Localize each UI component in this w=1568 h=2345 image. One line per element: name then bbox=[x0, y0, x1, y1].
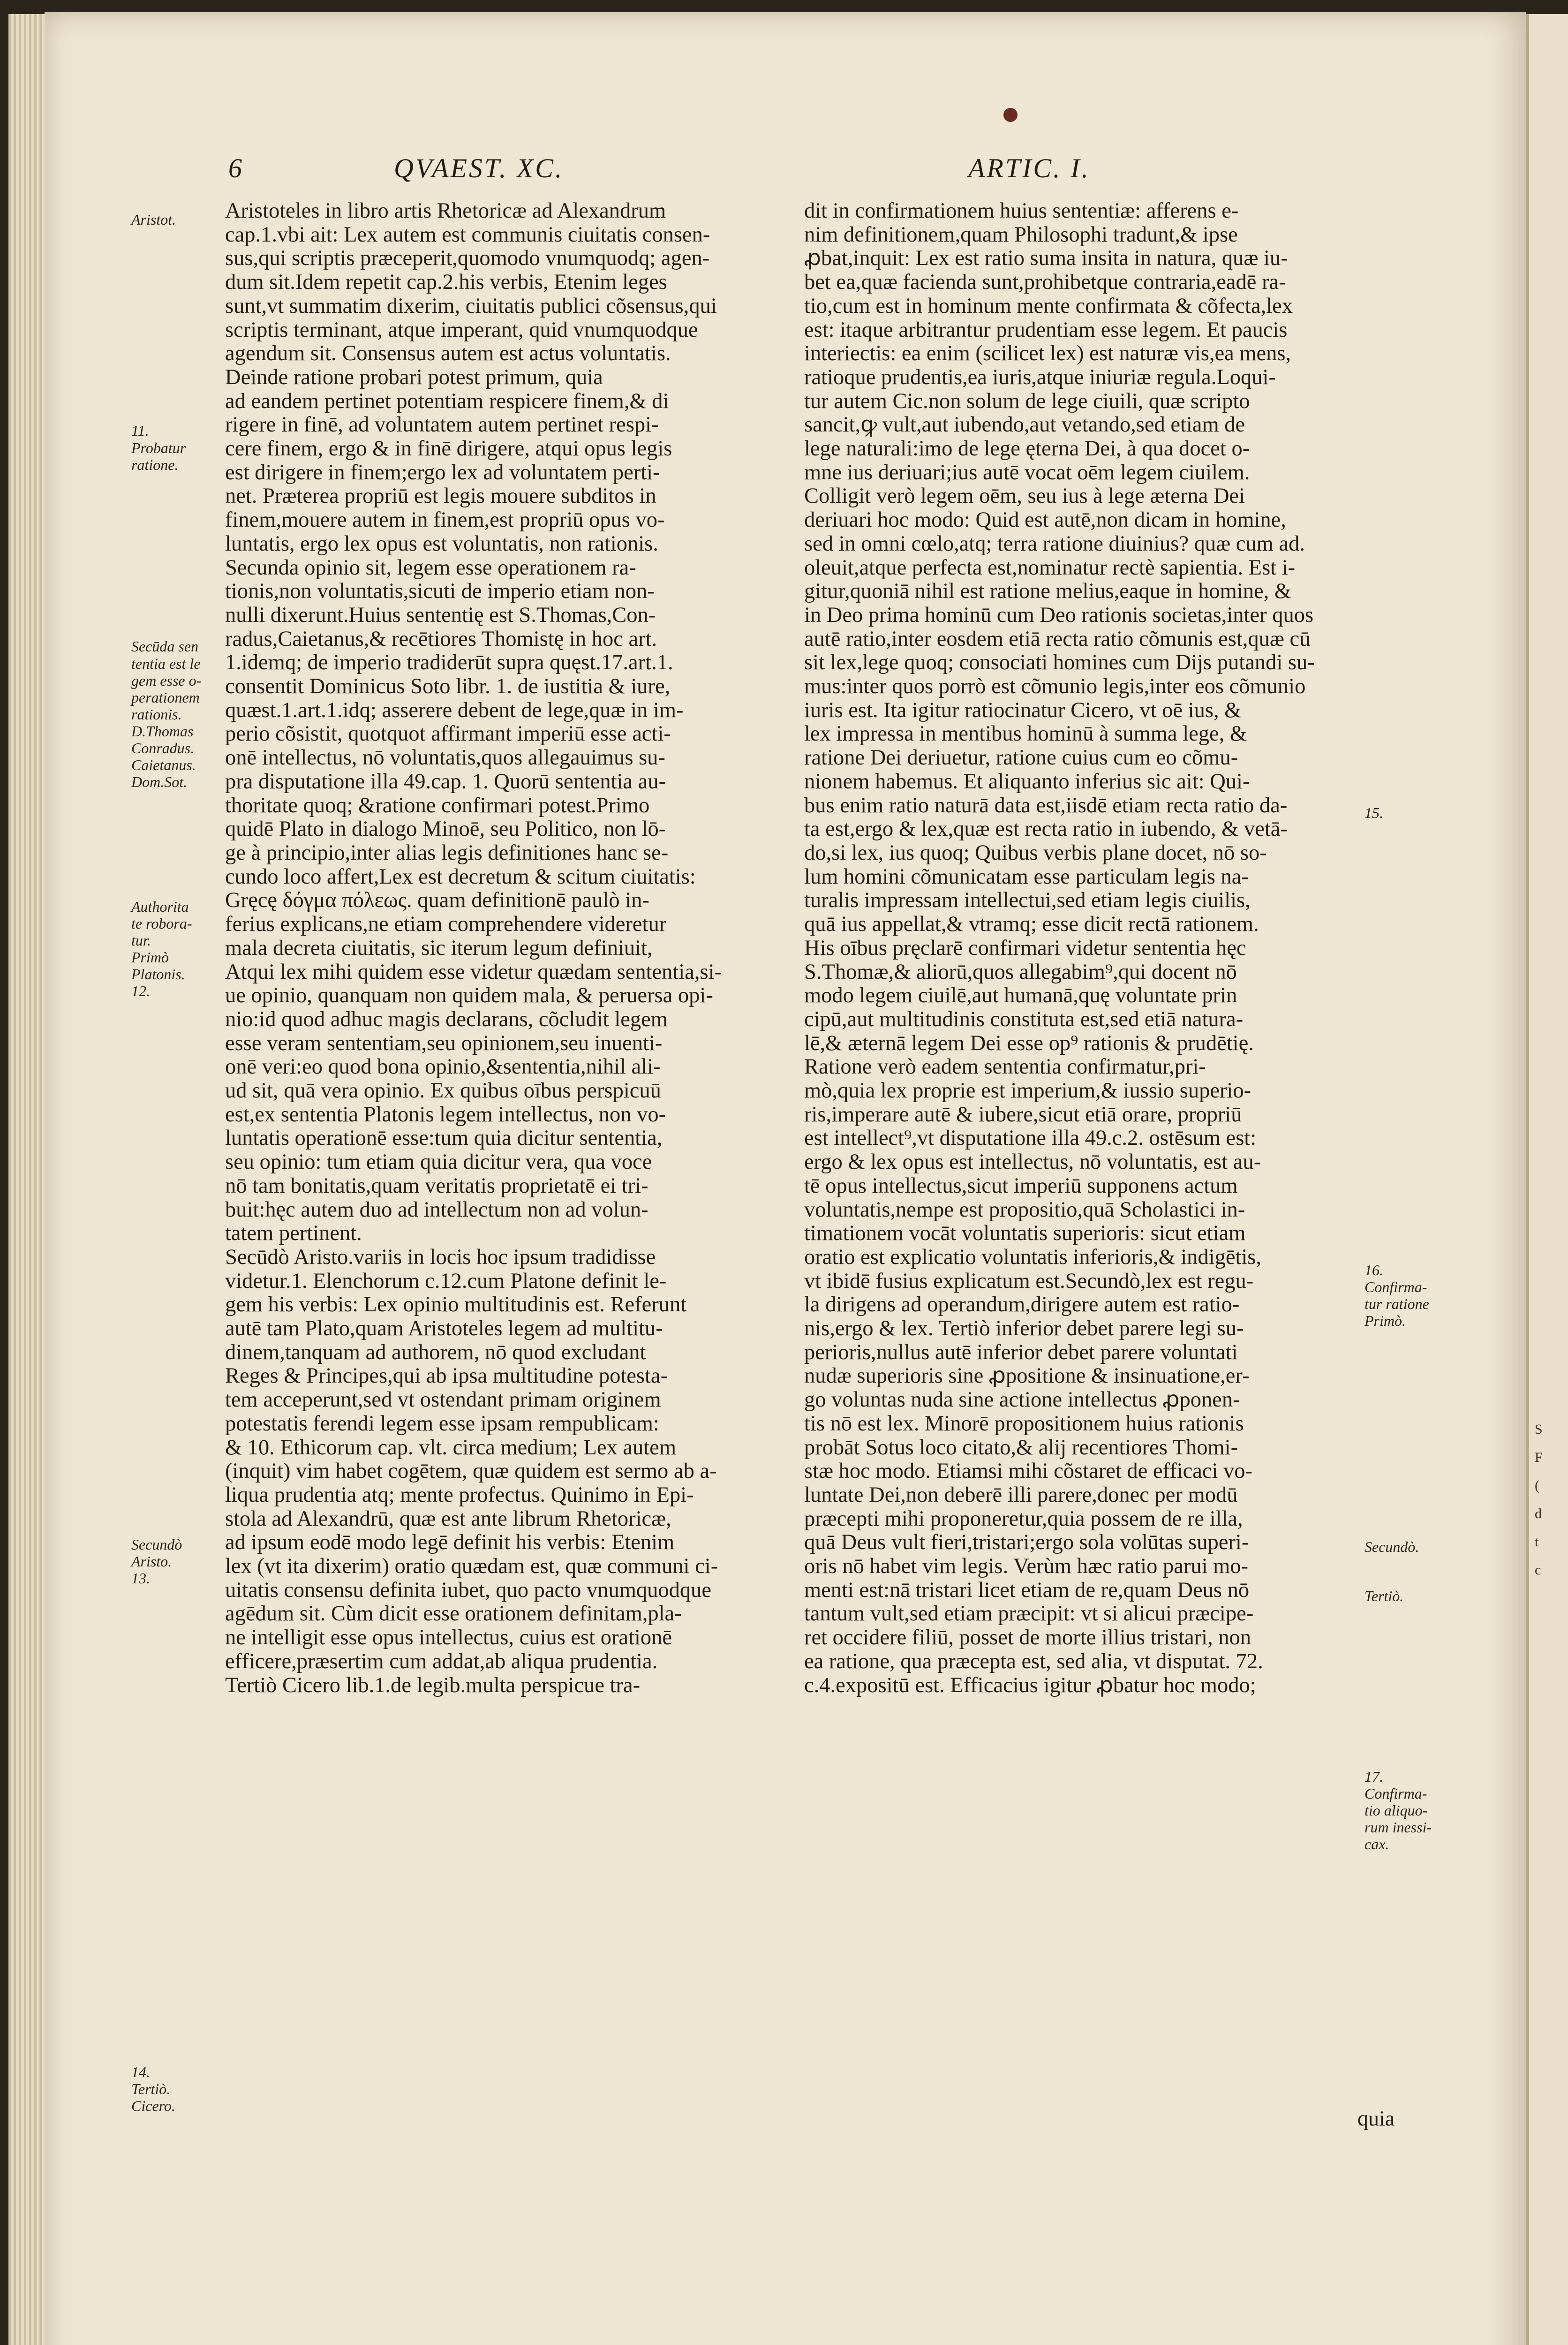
running-head-right: ARTIC. I. bbox=[968, 153, 1090, 183]
margin-note: te robora- bbox=[131, 915, 192, 932]
text-line: Gręcę δόγμα πόλεως. quam definitionē paulò in- bbox=[225, 888, 649, 913]
text-line: tē opus intellectus,sicut imperiū supponens actum bbox=[804, 1173, 1238, 1198]
text-line: stæ hoc modo. Etiamsi mihi cõstaret de efficaci vo- bbox=[804, 1459, 1253, 1483]
margin-note: tentia est le bbox=[131, 655, 201, 672]
page-edges bbox=[8, 14, 48, 2345]
text-line: agendum sit. Consensus autem est actus voluntatis. bbox=[225, 341, 671, 366]
text-line: nō tam bonitatis,quam veritatis proprietatē ei tri- bbox=[225, 1173, 648, 1198]
text-line: mala decreta ciuitatis, sic iterum legum definiuit, bbox=[225, 936, 653, 960]
text-line: dinem,tanquam ad authorem, nō quod excludant bbox=[225, 1340, 646, 1364]
text-line: bus enim ratio naturā data est,iisdē etiam recta ratio da- bbox=[804, 793, 1288, 817]
text-line: ferius explicans,ne etiam comprehendere videretur bbox=[225, 912, 667, 937]
margin-note: perationem bbox=[131, 689, 200, 706]
next-page-edge bbox=[1526, 14, 1568, 2345]
text-line: Deinde ratione probari potest primum, quia bbox=[225, 365, 603, 389]
text-line: Aristoteles in libro artis Rhetoricæ ad Alexandrum bbox=[225, 199, 666, 223]
margin-note: Aristo. bbox=[131, 1553, 172, 1570]
text-line: ue opinio, quanquam non quidem mala, & peruersa opi- bbox=[225, 983, 713, 1008]
text-line: Secunda opinio sit, legem esse operationem ra- bbox=[225, 555, 636, 580]
text-line: est,ex sententia Platonis legem intellectus, non vo- bbox=[225, 1102, 666, 1127]
text-line: est dirigere in finem;ergo lex ad voluntatem perti- bbox=[225, 460, 660, 484]
text-line: ne intelligit esse opus intellectus, cuius est orationē bbox=[225, 1626, 672, 1650]
text-line: menti est:nā tristari licet etiam de re,quam Deus nō bbox=[804, 1578, 1250, 1602]
text-line: la dirigens ad operandum,dirigere autem est ratio- bbox=[804, 1293, 1240, 1317]
text-line: finem,mouere autem in finem,est propriū opus vo- bbox=[225, 508, 665, 532]
text-line: vt ibidē fusius explicatum est.Secundò,lex est regu- bbox=[804, 1269, 1254, 1293]
text-line: c.4.expositū est. Efficacius igitur ꝓbatur hoc modo; bbox=[804, 1673, 1256, 1697]
text-line: turalis impressam intellectui,sed etiam legis ciuilis, bbox=[804, 888, 1251, 913]
margin-note: Conradus. bbox=[131, 740, 195, 756]
text-line: cundo loco affert,Lex est decretum & scitum ciuitatis: bbox=[225, 864, 696, 889]
text-line: Atqui lex mihi quidem esse videtur quædam sententia,si- bbox=[225, 960, 722, 984]
text-line: ea ratione, qua præcepta est, sed alia, vt disputat. 72. bbox=[804, 1649, 1263, 1673]
text-line: lē,& æternā legem Dei esse op⁹ rationis & prudētię. bbox=[804, 1031, 1254, 1055]
margin-note: 17. bbox=[1364, 1768, 1383, 1785]
text-line: perio cõsistit, quotquot affirmant imperiū esse acti- bbox=[225, 722, 671, 746]
text-line: nim definitionem,quam Philosophi tradunt,& ipse bbox=[804, 222, 1238, 247]
text-line: cipū,aut multitudinis constituta est,sed etiā natura- bbox=[804, 1007, 1244, 1031]
text-line: Tertiò Cicero lib.1.de legib.multa perspicue tra- bbox=[225, 1673, 641, 1697]
margin-note: Secundò. bbox=[1364, 1538, 1419, 1555]
text-line: oratio est explicatio voluntatis inferioris,& indigētis, bbox=[804, 1245, 1262, 1269]
text-line: lege naturali:imo de lege ęterna Dei, à qua docet o- bbox=[804, 437, 1250, 461]
text-line: agēdum sit. Cùm dicit esse orationem definitam,pla- bbox=[225, 1602, 682, 1626]
text-line: timationem vocāt voluntatis superioris: sicut etiam bbox=[804, 1221, 1246, 1246]
next-page-fragment: ( bbox=[1535, 1478, 1539, 1493]
text-line: Colligit verò legem oēm, seu ius à lege æterna Dei bbox=[804, 484, 1245, 508]
text-line: rigere in finē, ad voluntatem autem pertinet respi- bbox=[225, 413, 659, 437]
margin-note: tio aliquo- bbox=[1364, 1802, 1428, 1819]
page-number: 6 bbox=[228, 153, 244, 183]
margin-note: cax. bbox=[1364, 1836, 1389, 1853]
text-line: onē intellectus, nō voluntatis,quos allegauimus su- bbox=[225, 746, 665, 770]
text-line: (inquit) vim habet cogētem, quæ quidem est sermo ab a- bbox=[225, 1459, 717, 1483]
margin-note: tur. bbox=[131, 932, 151, 949]
margin-note: Confirma- bbox=[1364, 1278, 1427, 1295]
text-line: deriuari hoc modo: Quid est autē,non dicam in homine, bbox=[804, 508, 1286, 532]
text-line: interiectis: ea enim (scilicet lex) est naturæ vis,ea mens, bbox=[804, 341, 1291, 366]
text-line: bet ea,quæ facienda sunt,prohibetque contraria,eadē ra- bbox=[804, 270, 1286, 295]
margin-note: gem esse o- bbox=[131, 672, 202, 689]
text-line: Secūdò Aristo.variis in locis hoc ipsum tradidisse bbox=[225, 1245, 656, 1269]
margin-note: Secūda sen bbox=[131, 638, 199, 655]
next-page-fragment: t bbox=[1535, 1534, 1539, 1550]
text-line: 1.idemq; de imperio tradiderūt supra quęst.17.art.1. bbox=[225, 651, 673, 675]
text-line: tur autem Cic.non solum de lege ciuili, quæ scripto bbox=[804, 389, 1250, 413]
text-line: liqua prudentia atq; mente profectus. Quinimo in Epi- bbox=[225, 1483, 694, 1507]
text-line: nis,ergo & lex. Tertiò inferior debet parere legi su- bbox=[804, 1316, 1244, 1341]
text-line: esse veram sententiam,seu opinionem,seu inuenti- bbox=[225, 1031, 663, 1055]
text-line: in Deo prima hominū cum Deo rationis societas,inter quos bbox=[804, 603, 1314, 627]
text-line: His oībus pręclarē confirmari videtur sententia hęc bbox=[804, 936, 1246, 960]
text-line: ret occidere filiū, posset de morte illius tristari, non bbox=[804, 1626, 1251, 1650]
text-line: præcepti mihi proponeretur,quia possem de re illa, bbox=[804, 1506, 1243, 1531]
text-line: ad ipsum eodē modo legē definit his verbis: Etenim bbox=[225, 1530, 675, 1555]
text-line: est: itaque arbitrantur prudentiam esse legem. Et paucis bbox=[804, 318, 1288, 342]
margin-note: Cicero. bbox=[131, 2097, 175, 2114]
text-line: autē ratio,inter eosdem etiā recta ratio cõmunis est,quæ cū bbox=[804, 627, 1311, 651]
next-page-fragment: F bbox=[1535, 1450, 1543, 1465]
text-line: cere finem, ergo & in finē dirigere, atqui opus legis bbox=[225, 437, 672, 461]
text-line: potestatis ferendi legem esse ipsam rempublicam: bbox=[225, 1411, 659, 1436]
ink-spot bbox=[1003, 108, 1018, 122]
text-line: mus:inter quos porrò est cõmunio legis,inter eos cõmunio bbox=[804, 674, 1306, 699]
text-line: sunt,vt summatim dixerim, ciuitatis publici cõsensus,qui bbox=[225, 294, 717, 318]
next-page-fragment: c bbox=[1535, 1562, 1541, 1578]
text-line: nionem habemus. Et aliquanto inferius sic ait: Qui- bbox=[804, 769, 1250, 794]
text-line: est intellect⁹,vt disputatione illa 49.c.2. ostēsum est: bbox=[804, 1126, 1257, 1150]
text-line: quā Deus vult fieri,tristari;ergo sola volūtas superi- bbox=[804, 1530, 1249, 1555]
text-line: consentit Dominicus Soto libr. 1. de iustitia & iure, bbox=[225, 674, 671, 699]
margin-note: Caietanus. bbox=[131, 756, 196, 773]
text-line: probāt Sotus loco citato,& alij recentiores Thomi- bbox=[804, 1435, 1238, 1460]
text-line: stola ad Alexandrū, quæ est ante librum Rhetoricæ, bbox=[225, 1506, 671, 1531]
right-text-column bbox=[804, 199, 1402, 1697]
text-line: mò,quia lex proprie est imperium,& iussio superio- bbox=[804, 1079, 1251, 1103]
text-line: nio:id quod adhuc magis declarans, cõcludit legem bbox=[225, 1007, 668, 1031]
text-line: & 10. Ethicorum cap. vlt. circa medium; Lex autem bbox=[225, 1435, 676, 1460]
text-line: Reges & Principes,qui ab ipsa multitudine potesta- bbox=[225, 1364, 668, 1388]
text-line: ris,imperare autē & iubere,sicut etiā orare, propriū bbox=[804, 1102, 1242, 1127]
text-line: ratioque prudentis,ea iuris,atque iniuriæ regula.Loqui- bbox=[804, 365, 1276, 389]
text-line: tatem pertinent. bbox=[225, 1221, 362, 1246]
text-line: tis nō est lex. Minorē propositionem huius rationis bbox=[804, 1411, 1244, 1436]
text-line: sancit,ꝙ vult,aut iubendo,aut vetando,sed etiam de bbox=[804, 413, 1245, 437]
text-line: tem acceperunt,sed vt ostendant primam originem bbox=[225, 1388, 661, 1412]
left-text-column bbox=[225, 199, 802, 1697]
margin-note: tur ratione bbox=[1364, 1295, 1429, 1312]
margin-note: 11. bbox=[131, 422, 149, 439]
next-page-fragment: d bbox=[1535, 1506, 1542, 1521]
margin-note: Probatur bbox=[131, 439, 186, 456]
text-line: luntate Dei,non deberē illi parere,donec per modū bbox=[804, 1483, 1238, 1507]
text-line: gitur,quoniā nihil est ratione melius,eaque in homine, & bbox=[804, 579, 1292, 604]
text-line: sus,qui scriptis præceperit,quomodo vnumquodq; agen- bbox=[225, 246, 710, 271]
text-line: videtur.1. Elenchorum c.12.cum Platone definit le- bbox=[225, 1269, 667, 1293]
text-line: cap.1.vbi ait: Lex autem est communis ciuitatis consen- bbox=[225, 222, 710, 247]
text-line: dit in confirmationem huius sententiæ: afferens e- bbox=[804, 199, 1239, 223]
text-line: ergo & lex opus est intellectus, nō voluntatis, est au- bbox=[804, 1150, 1261, 1174]
text-line: lex impressa in mentibus hominū à summa lege, & bbox=[804, 722, 1247, 746]
text-line: quæst.1.art.1.idq; asserere debent de lege,quæ in im- bbox=[225, 698, 684, 722]
text-line: voluntatis,nempe est propositio,quā Scholastici in- bbox=[804, 1197, 1245, 1222]
text-line: ge à principio,inter alias legis definitiones hanc se- bbox=[225, 840, 669, 865]
margin-note: 12. bbox=[131, 983, 150, 999]
text-line: lum homini cõmunicatam esse particulam legis na- bbox=[804, 864, 1249, 889]
margin-note: rum inessi- bbox=[1364, 1819, 1432, 1836]
text-line: quidē Plato in dialogo Minoē, seu Politico, non lō- bbox=[225, 817, 666, 841]
text-line: oleuit,atque perfecta est,nominatur rectè sapientia. Est i- bbox=[804, 555, 1296, 580]
text-line: S.Thomæ,& aliorū,quos allegabim⁹,qui docent nō bbox=[804, 960, 1237, 984]
book-page bbox=[45, 12, 1526, 2345]
text-line: sed in omni cœlo,atq; terra ratione diuinius? quæ cum ad. bbox=[804, 531, 1305, 556]
margin-note: Primò bbox=[131, 949, 169, 966]
text-line: pra disputatione illa 49.cap. 1. Quorū sententia au- bbox=[225, 769, 666, 794]
text-line: iuris est. Ita igitur ratiocinatur Cicero, vt oē ius, & bbox=[804, 698, 1242, 722]
margin-note: Platonis. bbox=[131, 966, 185, 983]
text-line: Ratione verò eadem sententia confirmatur,pri- bbox=[804, 1055, 1206, 1079]
text-line: ratione Dei deriuetur, ratione cuius cum eo cõmu- bbox=[804, 746, 1238, 770]
text-line: modo legem ciuilē,aut humanā,quę voluntate prin bbox=[804, 983, 1237, 1008]
text-line: uitatis consensu definita iubet, quo pacto vnumquodque bbox=[225, 1578, 712, 1602]
running-head-left: QVAEST. XC. bbox=[394, 153, 564, 183]
margin-note: Tertiò. bbox=[1364, 1588, 1404, 1604]
text-line: mne ius deriuari;ius autē vocat oēm legem ciuilem. bbox=[804, 460, 1250, 484]
text-line: quā ius appellat,& vtramq; esse dicit rectā rationem. bbox=[804, 912, 1259, 937]
text-line: do,si lex, ius quoq; Quibus verbis plane docet, nō so- bbox=[804, 840, 1267, 865]
margin-note: 14. bbox=[131, 2064, 150, 2080]
text-line: tio,cum est in hominum mente confirmata & cõfecta,lex bbox=[804, 294, 1293, 318]
margin-note: Dom.Sot. bbox=[131, 773, 188, 790]
text-line: tantum vult,sed etiam præcipit: vt si alicui præcipe- bbox=[804, 1602, 1254, 1626]
text-line: oris nō habet vim legis. Verùm hæc ratio parui mo- bbox=[804, 1554, 1249, 1579]
margin-note: 13. bbox=[131, 1570, 150, 1587]
margin-note: Confirma- bbox=[1364, 1785, 1427, 1802]
text-line: ad eandem pertinet potentiam respicere finem,& di bbox=[225, 389, 669, 413]
text-line: go voluntas nuda sine actione intellectus ꝓponen- bbox=[804, 1388, 1240, 1412]
next-page-fragment: S bbox=[1535, 1422, 1543, 1437]
margin-note: Primò. bbox=[1364, 1312, 1406, 1329]
text-line: autē tam Plato,quam Aristoteles legem ad multitu- bbox=[225, 1316, 663, 1341]
text-line: buit:hęc autem duo ad intellectum non ad volun- bbox=[225, 1197, 648, 1222]
text-line: thoritate quoq; &ratione confirmari potest.Primo bbox=[225, 793, 650, 817]
text-line: dum sit.Idem repetit cap.2.his verbis, Etenim leges bbox=[225, 270, 667, 295]
text-line: perioris,nullus autē inferior debet parere voluntati bbox=[804, 1340, 1238, 1364]
catchword: quia bbox=[1357, 2106, 1395, 2130]
text-line: nudæ superioris sine ꝓpositione & insinuatione,er- bbox=[804, 1364, 1250, 1388]
margin-note: Secundò bbox=[131, 1536, 182, 1553]
margin-note: rationis. bbox=[131, 706, 182, 723]
margin-note: Tertiò. bbox=[131, 2080, 171, 2097]
text-line: net. Præterea propriū est legis mouere subditos in bbox=[225, 484, 656, 508]
text-line: ꝓbat,inquit: Lex est ratio suma insita in natura, quæ iu- bbox=[804, 246, 1288, 271]
text-line: luntatis operationē esse:tum quia dicitur sententia, bbox=[225, 1126, 663, 1150]
text-line: onē veri:eo quod bona opinio,&sententia,nihil ali- bbox=[225, 1055, 661, 1079]
text-line: seu opinio: tum etiam quia dicitur vera, qua voce bbox=[225, 1150, 652, 1174]
margin-note: 16. bbox=[1364, 1262, 1383, 1278]
text-line: sit lex,lege quoq; consociati homines cum Dijs putandi su- bbox=[804, 651, 1315, 675]
text-line: radus,Caietanus,& recētiores Thomistę in hoc art. bbox=[225, 627, 657, 651]
text-line: efficere,præsertim cum addat,ab aliqua prudentia. bbox=[225, 1649, 658, 1673]
text-line: ud sit, quā vera opinio. Ex quibus oībus perspicuū bbox=[225, 1079, 661, 1103]
text-line: gem his verbis: Lex opinio multitudinis est. Referunt bbox=[225, 1293, 687, 1317]
text-line: luntatis, ergo lex opus est voluntatis, non rationis. bbox=[225, 531, 658, 556]
text-line: nulli dixerunt.Huius sententię est S.Thomas,Con- bbox=[225, 603, 656, 627]
text-line: lex (vt ita dixerim) oratio quædam est, quæ communi ci- bbox=[225, 1554, 718, 1579]
margin-note: 15. bbox=[1364, 804, 1383, 821]
text-line: tionis,non voluntatis,sicuti de imperio etiam non- bbox=[225, 579, 655, 604]
margin-note: ratione. bbox=[131, 456, 179, 473]
text-line: scriptis terminant, atque imperant, quid vnumquodque bbox=[225, 318, 698, 342]
margin-note: Aristot. bbox=[131, 211, 176, 228]
margin-note: Authorita bbox=[131, 898, 189, 915]
text-line: ta est,ergo & lex,quæ est recta ratio in iubendo, & vetā- bbox=[804, 817, 1288, 841]
page-header bbox=[45, 152, 1526, 195]
margin-note: D.Thomas bbox=[131, 723, 194, 740]
